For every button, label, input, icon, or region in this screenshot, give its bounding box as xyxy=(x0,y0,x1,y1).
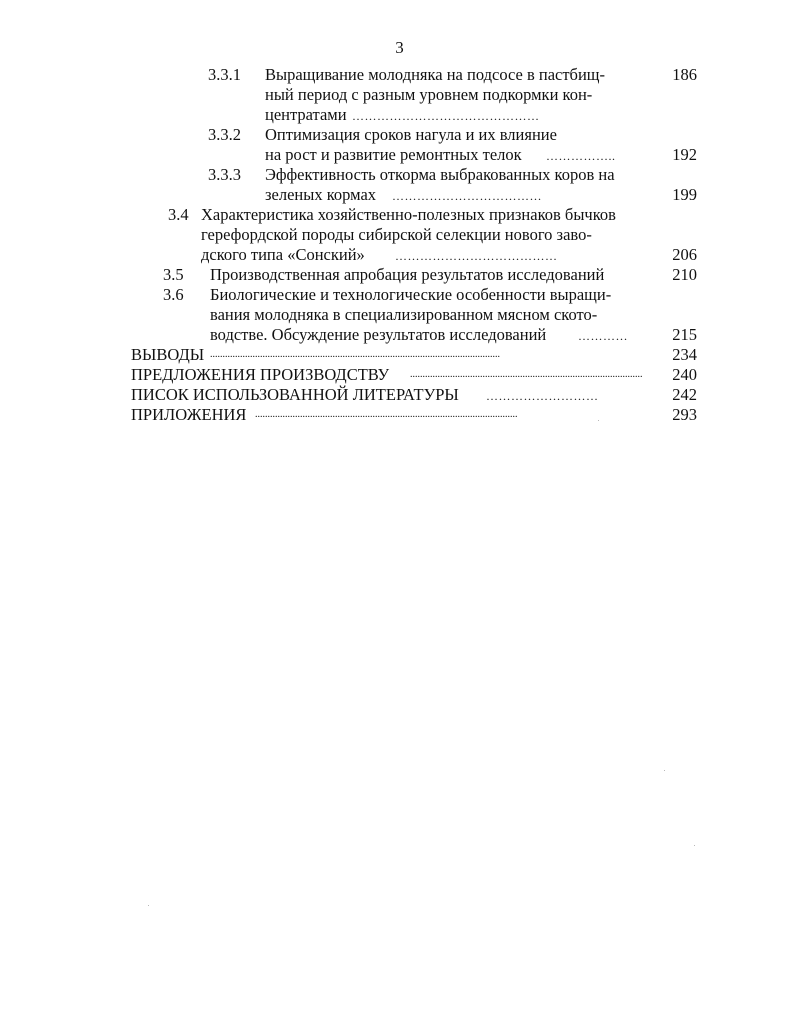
toc-leader-dots: ............................................................................................. xyxy=(410,369,643,380)
toc-entry-title-line: Оптимизация сроков нагула и их влияние xyxy=(265,125,557,144)
scan-speck xyxy=(148,905,149,906)
toc-leader-dots: ……………………… xyxy=(486,389,599,403)
toc-entry-title-line: ный период с разным уровнем подкормки кон- xyxy=(265,85,593,104)
page-number: 3 xyxy=(395,38,404,57)
toc-entry-title-line: дского типа «Сонский» xyxy=(201,245,365,264)
toc-entry-number: 3.3.1 xyxy=(208,65,241,84)
toc-entry-title-line: герефордской породы сибирской селекции нового заво- xyxy=(201,225,592,244)
scan-speck xyxy=(694,845,695,846)
toc-entry-title-line: Выращивание молодняка на подсосе в пастбищ- xyxy=(265,65,605,84)
toc-page-number: 206 xyxy=(672,245,697,264)
toc-entry-title: ПРИЛОЖЕНИЯ xyxy=(131,405,247,424)
toc-page-number: 242 xyxy=(672,385,697,404)
toc-leader-dots: ……………………………… xyxy=(392,189,542,203)
toc-entry-title-line: Производственная апробация результатов исследований xyxy=(210,265,605,284)
toc-entry-number: 3.3.2 xyxy=(208,125,241,144)
toc-entry-title-line: на рост и развитие ремонтных телок xyxy=(265,145,522,164)
toc-entry-title-line: Биологические и технологические особенности выращи- xyxy=(210,285,612,304)
toc-entry-title-line: зеленых кормах xyxy=(265,185,377,204)
toc-page-number: 293 xyxy=(672,405,697,424)
toc-leader-dots: ………… xyxy=(578,329,628,343)
toc-page-number: 186 xyxy=(672,65,697,84)
toc-leader-dots: ……………………………………… xyxy=(352,109,540,123)
toc-page-number: 234 xyxy=(672,345,697,364)
toc-page-number: 215 xyxy=(672,325,697,344)
toc-entry-title-line: Эффективность откорма выбракованных коров на xyxy=(265,165,615,184)
toc-page-number: 192 xyxy=(672,145,697,164)
toc-entry-number: 3.4 xyxy=(168,205,189,224)
toc-page-number: 199 xyxy=(672,185,697,204)
toc-leader-dots: .................................................................................................................... xyxy=(210,349,500,360)
toc-leader-dots: ………………………………… xyxy=(395,249,558,263)
scan-speck xyxy=(664,770,665,771)
toc-entry-title: ВЫВОДЫ xyxy=(131,345,205,364)
toc-entry-title-line: центратами xyxy=(265,105,347,124)
toc-entry-title: ПИСОК ИСПОЛЬЗОВАННОЙ ЛИТЕРАТУРЫ xyxy=(131,385,459,404)
toc-entry-title: ПРЕДЛОЖЕНИЯ ПРОИЗВОДСТВУ xyxy=(131,365,390,384)
scan-speck xyxy=(598,420,599,421)
toc-entry-title-line: Характеристика хозяйственно-полезных признаков бычков xyxy=(201,205,616,224)
toc-entry-number: 3.3.3 xyxy=(208,165,241,184)
toc-leader-dots: …………….. xyxy=(546,149,616,163)
toc-leader-dots: ......................................................................................................... xyxy=(255,409,518,420)
toc-page-number: 210 xyxy=(672,265,697,284)
toc-page-number: 240 xyxy=(672,365,697,384)
toc-entry-title-line: водстве. Обсуждение результатов исследований xyxy=(210,325,547,344)
toc-entry-number: 3.6 xyxy=(163,285,184,304)
toc-entry-number: 3.5 xyxy=(163,265,184,284)
toc-entry-title-line: вания молодняка в специализированном мясном ското- xyxy=(210,305,598,324)
